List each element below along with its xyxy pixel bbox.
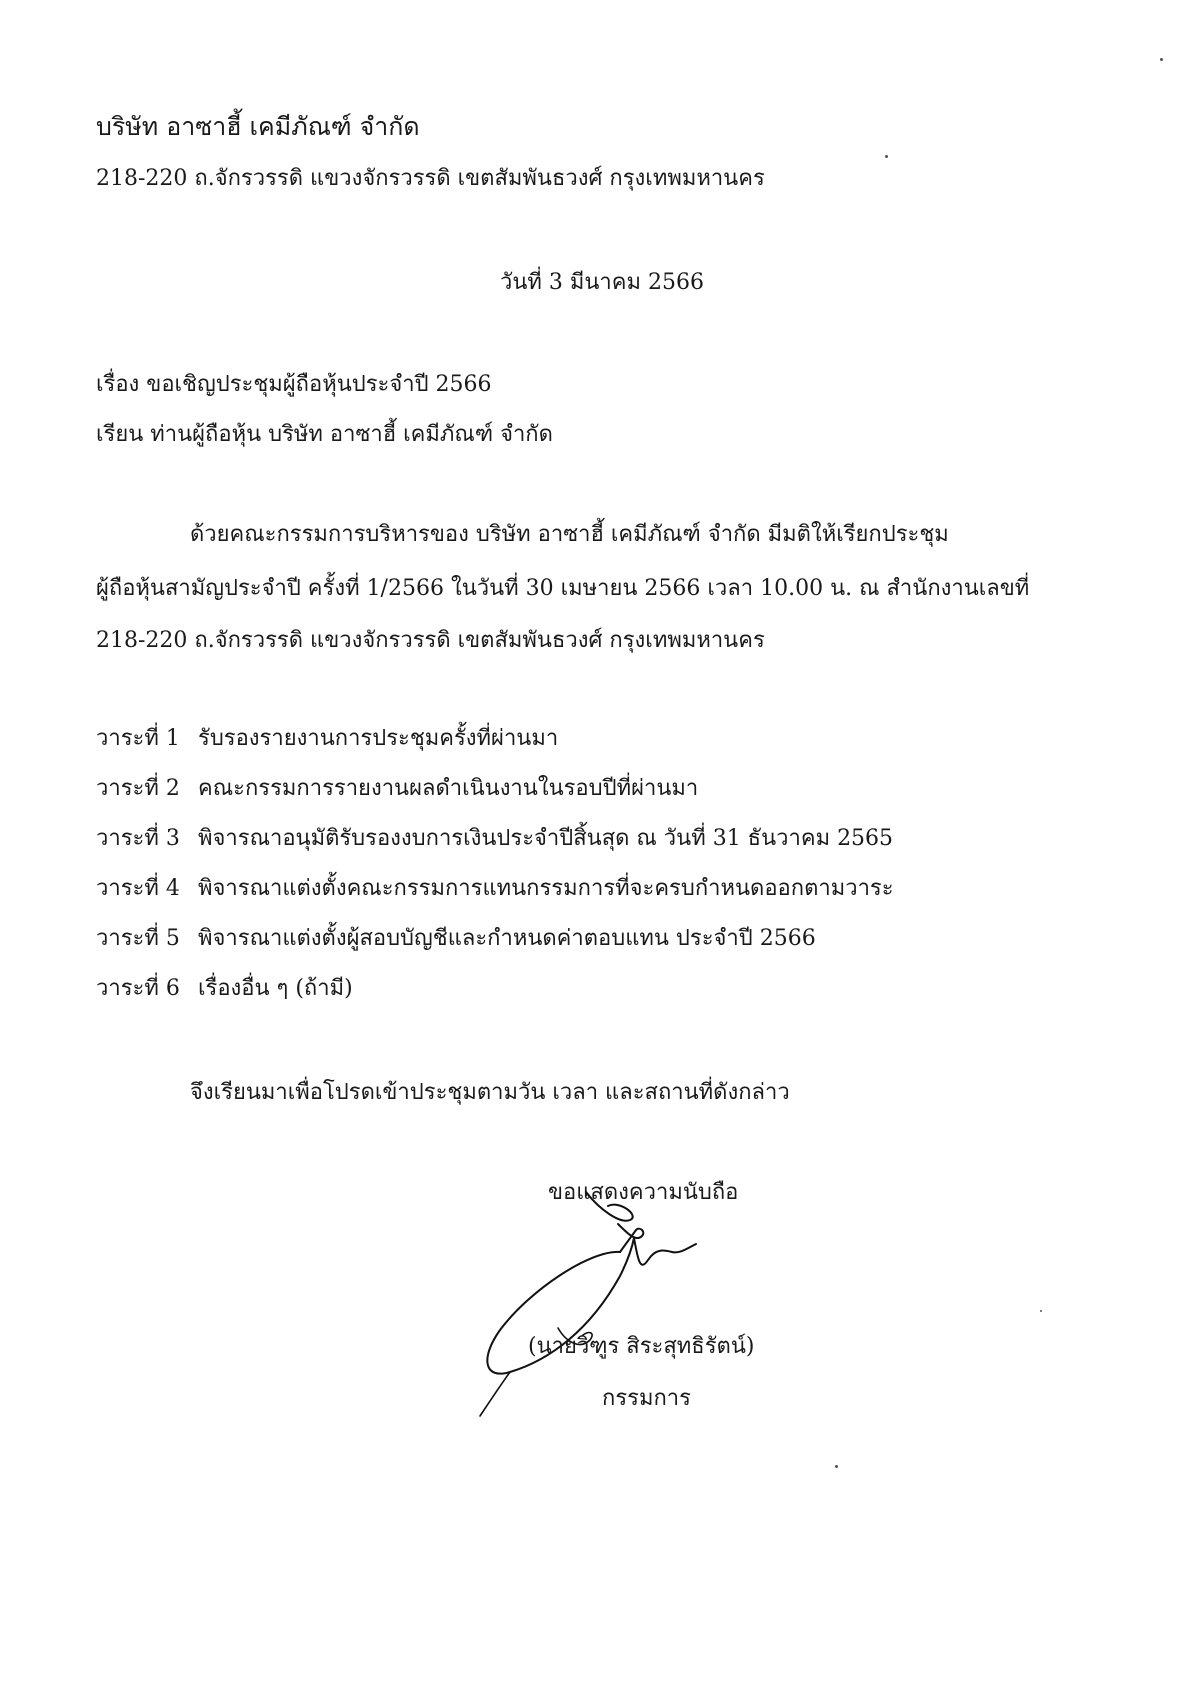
letter-subject: เรื่อง ขอเชิญประชุมผู้ถือหุ้นประจำปี 2566 [96, 372, 492, 397]
scan-speck [835, 1465, 838, 1468]
agenda-item-1 [96, 724, 894, 774]
agenda-item-6 [96, 974, 894, 1024]
agenda-item-5 [96, 924, 894, 974]
closing-sentence: จึงเรียนมาเพื่อโปรดเข้าประชุมตามวัน เวลา และสถานที่ดังกล่าว [190, 1080, 790, 1105]
agenda-text: เรื่องอื่น ๆ (ถ้ามี) [198, 976, 353, 1001]
agenda-item-2 [96, 774, 894, 824]
scan-speck [1040, 1310, 1042, 1312]
agenda-text: พิจารณาอนุมัติรับรองงบการเงินประจำปีสิ้นสุด ณ วันที่ 31 ธันวาคม 2565 [198, 826, 894, 851]
agenda-number: วาระที่ 1 [96, 726, 180, 751]
agenda-number: วาระที่ 2 [96, 776, 180, 801]
agenda-item-3 [96, 824, 894, 874]
agenda-list [96, 724, 894, 1024]
complimentary-close: ขอแสดงความนับถือ [548, 1180, 739, 1205]
agenda-text: คณะกรรมการรายงานผลดำเนินงานในรอบปีที่ผ่านมา [198, 776, 699, 801]
agenda-item-4 [96, 874, 894, 924]
company-address: 218-220 ถ.จักรวรรดิ แขวงจักรวรรดิ เขตสัมพันธวงศ์ กรุงเทพมหานคร [96, 166, 765, 191]
scan-speck [1160, 58, 1163, 61]
agenda-number: วาระที่ 5 [96, 926, 180, 951]
body-line-3: 218-220 ถ.จักรวรรดิ แขวงจักรวรรดิ เขตสัมพันธวงศ์ กรุงเทพมหานคร [96, 628, 765, 653]
letter-recipient: เรียน ท่านผู้ถือหุ้น บริษัท อาซาฮี้ เคมีภัณฑ์ จำกัด [96, 422, 553, 447]
agenda-text: รับรองรายงานการประชุมครั้งที่ผ่านมา [198, 726, 559, 751]
agenda-number: วาระที่ 4 [96, 876, 180, 901]
agenda-number: วาระที่ 3 [96, 826, 180, 851]
letter-date: วันที่ 3 มีนาคม 2566 [500, 270, 704, 295]
agenda-number: วาระที่ 6 [96, 976, 180, 1001]
signer-title: กรรมการ [602, 1386, 691, 1411]
agenda-text: พิจารณาแต่งตั้งผู้สอบบัญชีและกำหนดค่าตอบแทน ประจำปี 2566 [198, 926, 816, 951]
signer-name: (นายวิฑูร สิระสุทธิรัตน์) [528, 1334, 755, 1359]
agenda-text: พิจารณาแต่งตั้งคณะกรรมการแทนกรรมการที่จะครบกำหนดออกตามวาระ [198, 876, 894, 901]
scan-speck [885, 155, 888, 158]
body-line-1: ด้วยคณะกรรมการบริหารของ บริษัท อาซาฮี้ เคมีภัณฑ์ จำกัด มีมติให้เรียกประชุม [190, 522, 949, 547]
body-line-2: ผู้ถือหุ้นสามัญประจำปี ครั้งที่ 1/2566 ในวันที่ 30 เมษายน 2566 เวลา 10.00 น. ณ สำนักงานเลขที่ [96, 576, 1030, 601]
company-name: บริษัท อาซาฮี้ เคมีภัณฑ์ จำกัด [96, 112, 420, 141]
